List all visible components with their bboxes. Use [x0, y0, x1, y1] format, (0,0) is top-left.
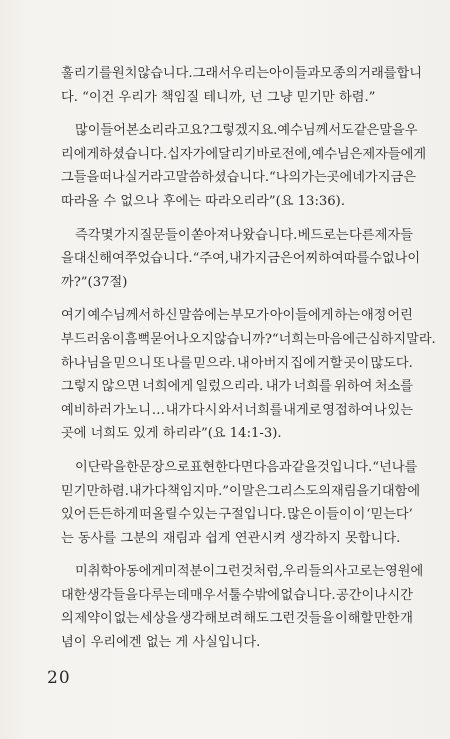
paragraph: [61, 560, 424, 654]
text-line: 이 단락을 한 문장으로 표현한다면 다음과 같을 것입니다. “넌 나를: [75, 459, 418, 475]
text-line: 대한 생각들을 다루는 데 매우 서툴 수밖에 없습니다. 공간이나 시간: [61, 587, 413, 603]
text-line: 곳에 너희도 있게 하리라”(요 14:1-3).: [61, 426, 282, 442]
text-line: 의 제약이 없는 세상을 생각해보려 해도 그런 것들을 이해할 만한 개: [61, 611, 413, 627]
text-line: 하나님을 믿으니 또 나를 믿으라. 내 아버지 집에 거할 곳이 많도다.: [61, 355, 413, 371]
text-line: 는 동사를 그분의 재림과 쉽게 연관시켜 생각하지 못합니다.: [61, 530, 401, 546]
text-line: 리에게 하셨습니다. 십자가에 달리기 바로 전에, 예수님은 제자들에게: [61, 146, 427, 162]
text-line: 믿기만 하렴. 내가 다 책임지마.” 이 말은 그리스도의 재림을 기대함에: [61, 483, 421, 499]
paragraph: [61, 304, 436, 446]
text-line: 즉각 몇 가지 질문들이 쏟아져 나왔습니다. 베드로는 다른 제자들: [75, 227, 413, 243]
paragraph: [61, 62, 422, 109]
text-line: 을 대신해 여쭈었습니다. “주여, 내가 지금은 어찌하여 따를 수 없나이: [61, 251, 421, 267]
text-line: 다. “이건 우리가 책임질 테니까, 넌 그냥 믿기만 하렴.”: [61, 89, 376, 105]
text-line: 훌리기를 원치 않습니다. 그래서 우리는 아이들과 모종의 거래를 합니: [61, 66, 422, 81]
text-line: 많이 들어본 소리라고요? 그렇겠지요. 예수님께서도 같은 말을 우: [75, 123, 418, 139]
paragraph: [61, 119, 427, 213]
text-line: 까?”(37절): [61, 274, 128, 290]
text-line: 부드러움이 흠뻑 묻어나오지 않습니까? “너희는 마음에 근심하지 말라.: [61, 331, 436, 347]
text-line: 념이 우리에겐 없는 게 사실입니다.: [61, 635, 261, 651]
text-line: 따라올 수 없으나 후에는 따라오리라”(요 13:36).: [61, 193, 346, 209]
text-line: 그렇지 않으면 너희에게 일렀으리라. 내가 너희를 위하여 처소를: [61, 379, 413, 395]
text-line: 미취학 아동에게 미적분이 그런 것처럼, 우리들의 사고로는 영원에: [75, 564, 424, 580]
text-line: 예비하러 가노니 … 내가 다시 와서 너희를 내게로 영접하여 나 있는: [61, 402, 413, 418]
paragraph: [61, 456, 421, 550]
text-line: 있어 든든하게 떠올릴 수 있는 구절입니다. 많은 이들이 이 ‘믿는다’: [61, 507, 413, 523]
page-number: 20: [47, 668, 71, 688]
body-text: [61, 62, 436, 655]
text-line: 여기 예수님께서 하신 말씀에는 부모가 아이들에게 하는 애정 어린: [61, 308, 413, 324]
paragraph: [61, 224, 421, 295]
text-line: 그들을 떠나실 거라고 말씀하셨습니다. “나의 가는 곳에 네가 지금은: [61, 170, 416, 186]
